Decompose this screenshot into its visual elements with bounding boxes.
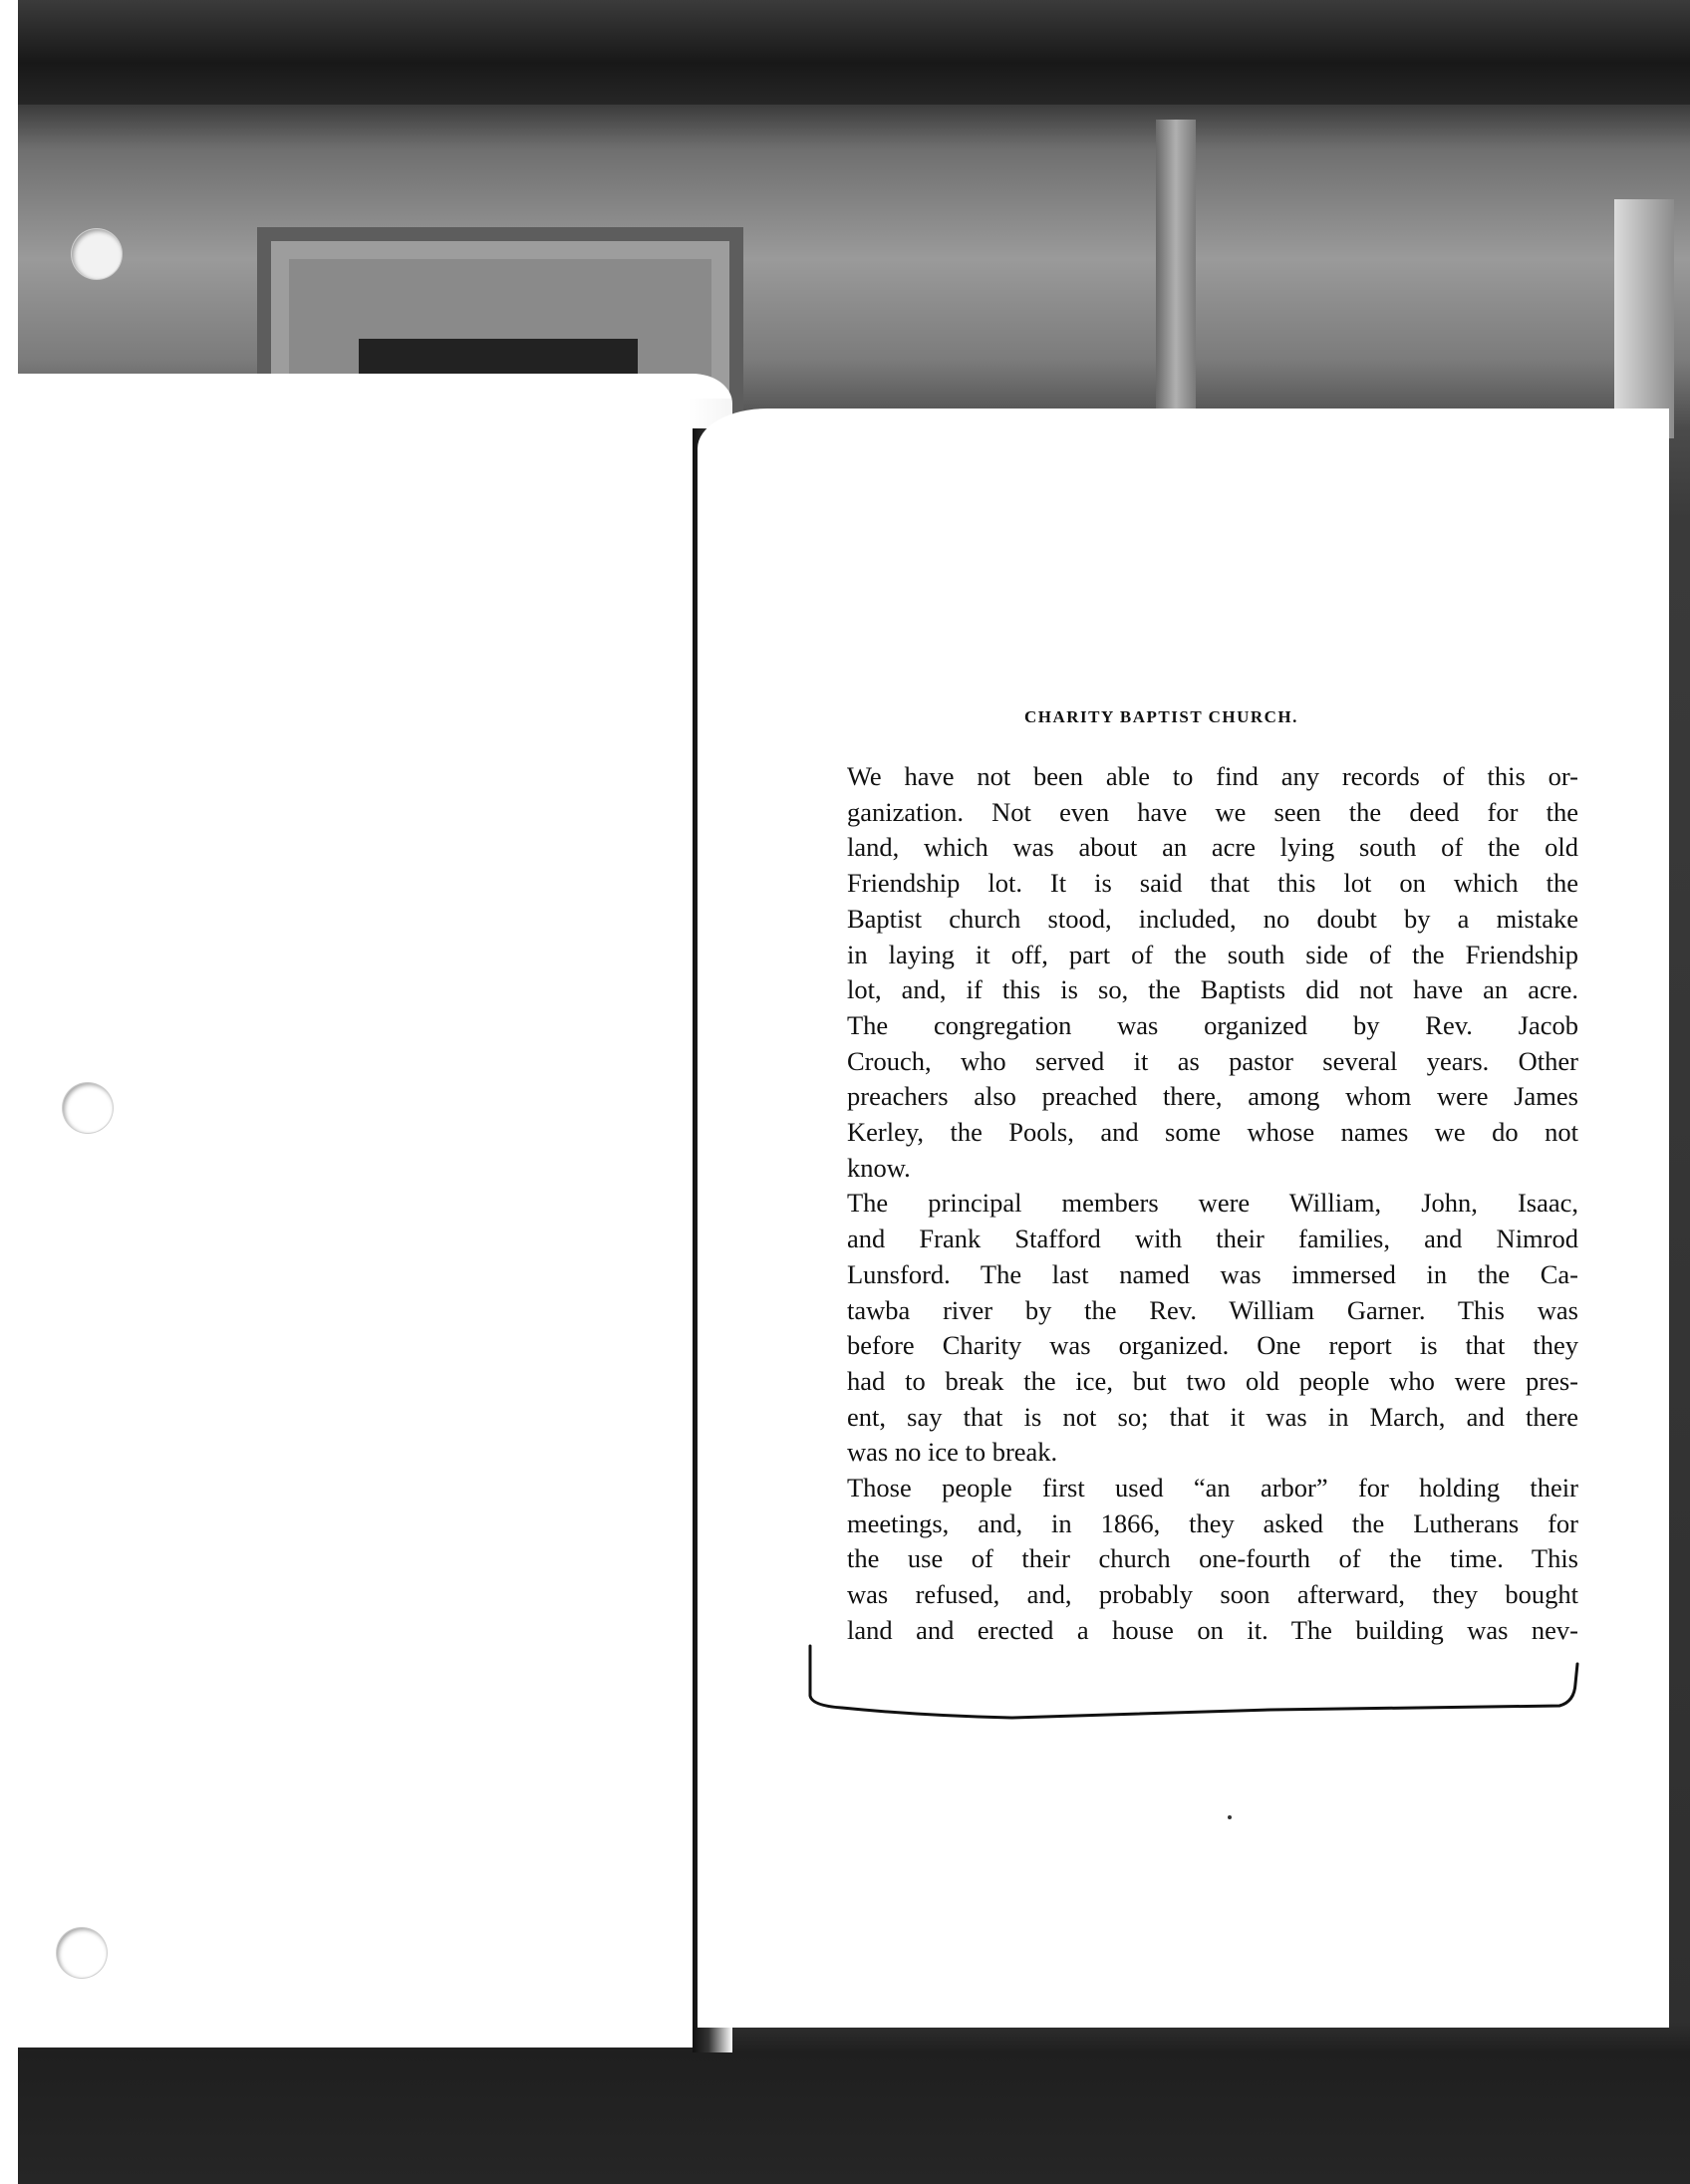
body-text — [817, 759, 1578, 1649]
text-line: lot, and, if this is so, the Baptists did not have an acre. — [847, 974, 1578, 1005]
paragraph-2 — [817, 1008, 1578, 1187]
text-line: was refused, and, probably soon afterward, they bought — [847, 1579, 1578, 1610]
text-line: ent, say that is not so; that it was in March, and there — [847, 1401, 1578, 1432]
text-line: preachers also preached there, among whom were James — [847, 1081, 1578, 1112]
text-line: ganization. Not even have we seen the deed for the — [847, 796, 1578, 827]
text-line: before Charity was organized. One report is that they — [847, 1330, 1578, 1361]
text-line: and Frank Stafford with their families, and Nimrod — [847, 1224, 1578, 1254]
text-line: Kerley, the Pools, and some whose names we do not — [847, 1117, 1578, 1148]
text-line: The congregation was organized by Rev. Jacob — [847, 1009, 1578, 1040]
paragraph-1 — [817, 759, 1578, 1008]
background-pillar — [1156, 120, 1196, 418]
background-right-edge — [1614, 199, 1674, 438]
page-heading: CHARITY BAPTIST CHURCH. — [1024, 707, 1298, 726]
text-line: Crouch, who served it as pastor several years. Other — [847, 1045, 1578, 1076]
text-line: Friendship lot. It is said that this lot on which the — [847, 868, 1578, 899]
scan-speck — [1228, 1815, 1232, 1819]
binder-hole-bottom — [57, 1928, 107, 1978]
handdrawn-bracket — [802, 1644, 1579, 1724]
photo-top-band — [18, 0, 1690, 105]
text-line: meetings, and, in 1866, they asked the Lutherans for — [847, 1507, 1578, 1538]
text-line: the use of their church one-fourth of the time. This — [847, 1543, 1578, 1574]
text-line: The principal members were William, John, Isaac, — [847, 1188, 1578, 1219]
text-line: know. — [847, 1152, 911, 1183]
paragraph-3 — [817, 1186, 1578, 1471]
text-line: was no ice to break. — [847, 1437, 1058, 1468]
text-line: Lunsford. The last named was immersed in the Ca- — [847, 1258, 1578, 1289]
binder-hole-top — [72, 229, 122, 279]
text-line: had to break the ice, but two old people who were pres- — [847, 1365, 1578, 1396]
text-line: tawba river by the Rev. William Garner. This was — [847, 1294, 1578, 1325]
text-line: land and erected a house on it. The building was nev- — [847, 1614, 1578, 1645]
text-line: land, which was about an acre lying south of the old — [847, 832, 1578, 863]
binder-hole-middle — [63, 1083, 113, 1133]
left-page — [0, 374, 732, 2048]
paragraph-4 — [817, 1471, 1578, 1649]
text-line: Baptist church stood, included, no doubt by a mistake — [847, 903, 1578, 934]
text-line: We have not been able to find any records of this or- — [847, 761, 1578, 791]
text-line: Those people first used “an arbor” for holding their — [847, 1473, 1578, 1503]
text-line: in laying it off, part of the south side of the Friendship — [847, 939, 1578, 969]
